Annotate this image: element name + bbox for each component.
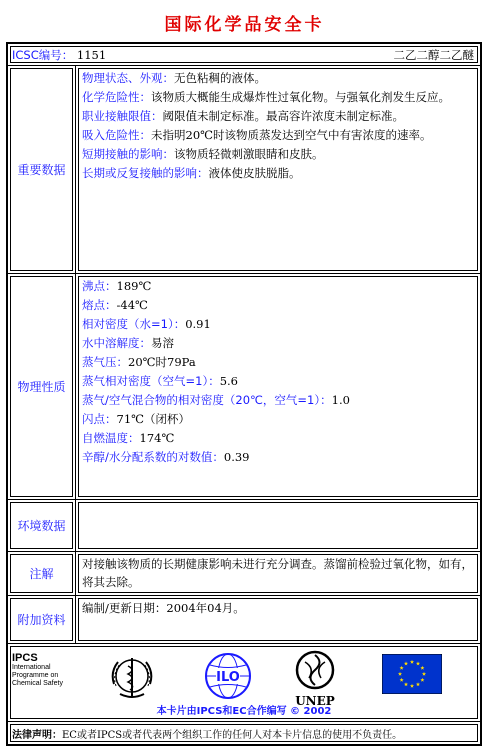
physical-item — [82, 315, 474, 334]
physical-item — [82, 372, 474, 391]
notes-label: 注解 — [29, 567, 54, 581]
ipcs-title: IPCS — [12, 652, 38, 664]
important-data-label-cell — [8, 66, 76, 273]
chemical-name: 二乙二醇二乙醚 — [393, 48, 474, 62]
physical-properties-label-cell — [8, 274, 76, 499]
ipcs-subtitle-3: Chemical Safety — [12, 680, 63, 687]
unep-label: UNEP — [295, 694, 335, 708]
icsc-header-row — [8, 44, 480, 66]
physical-item-value: -44℃ — [116, 298, 148, 312]
important-data-row — [8, 66, 480, 274]
physical-item — [82, 429, 474, 448]
physical-item-value: 71℃（闭杯） — [116, 412, 190, 426]
important-item-key: 长期或反复接触的影响： — [82, 166, 209, 180]
additional-info-row — [8, 596, 480, 644]
legal-disclaimer — [12, 726, 402, 741]
physical-item-value: 189℃ — [116, 279, 152, 293]
physical-properties-content — [76, 274, 480, 499]
additional-info-content — [76, 596, 480, 643]
environment-data-label: 环境数据 — [17, 519, 66, 533]
who-emblem-icon — [106, 650, 158, 702]
physical-item — [82, 277, 474, 296]
notes-label-cell — [8, 552, 76, 595]
physical-item-value: 174℃ — [139, 431, 175, 445]
important-item-value: 液体使皮肤脱脂。 — [208, 166, 301, 180]
physical-item-key: 熔点： — [82, 298, 117, 312]
important-data-label: 重要数据 — [17, 163, 66, 177]
notes-row — [8, 552, 480, 596]
physical-item-value: 1.0 — [331, 393, 350, 407]
important-item — [82, 69, 474, 88]
important-item — [82, 88, 474, 107]
ipcs-subtitle-2: Programme on — [12, 672, 59, 679]
physical-item-key: 闪点： — [82, 412, 117, 426]
physical-item — [82, 448, 474, 467]
important-item — [82, 145, 474, 164]
important-item-value: 无色粘稠的液体。 — [174, 71, 266, 85]
legal-disclaimer-row — [8, 722, 480, 744]
physical-properties-row — [8, 274, 480, 500]
notes-text: 对接触该物质的长期健康影响未进行充分调查。蒸馏前检验过氧化物，如有，将其去除。 — [82, 557, 473, 589]
important-item — [82, 107, 474, 126]
environment-data-row — [8, 500, 480, 552]
physical-item-value: 20℃时79Pa — [128, 355, 196, 369]
physical-item — [82, 353, 474, 372]
icsc-number-value: 1151 — [76, 48, 107, 62]
ilo-label: ILO — [216, 670, 240, 685]
ilo-emblem-icon — [202, 650, 254, 702]
important-item-key: 物理状态、外观： — [82, 71, 174, 85]
important-item-value: 该物质大概能生成爆炸性过氧化物。与强氧化剂发生反应。 — [151, 90, 450, 104]
important-item — [82, 126, 474, 145]
ipcs-subtitle-1: International — [12, 664, 51, 671]
physical-item-key: 蒸气相对密度（空气=1）： — [82, 374, 220, 388]
physical-item-key: 自燃温度： — [82, 431, 140, 445]
important-item-key: 吸入危险性： — [82, 128, 151, 142]
unep-emblem-icon — [291, 648, 339, 708]
physical-item-key: 沸点： — [82, 279, 117, 293]
physical-item-key: 相对密度（水=1）： — [82, 317, 186, 331]
physical-properties-label: 物理性质 — [17, 380, 66, 394]
important-item-key: 短期接触的影响： — [82, 147, 174, 161]
additional-info-label-cell — [8, 596, 76, 643]
physical-item-value: 0.39 — [223, 450, 250, 464]
additional-info-label: 附加资料 — [17, 613, 66, 627]
important-item-value: 该物质轻微刺激眼睛和皮肤。 — [174, 147, 324, 161]
notes-content — [76, 552, 480, 595]
physical-item — [82, 410, 474, 429]
physical-item-value: 易溶 — [151, 336, 174, 350]
important-item-key: 化学危险性： — [82, 90, 151, 104]
page-title: 国际化学品安全卡 — [164, 15, 325, 35]
physical-item-value: 0.91 — [185, 317, 211, 331]
credit-text: 本卡片由IPCS和EC合作编写 © 2002 — [156, 706, 332, 717]
important-item-key: 职业接触限值： — [82, 109, 163, 123]
physical-item — [82, 296, 474, 315]
logos-row — [8, 644, 480, 722]
eu-flag-icon — [382, 654, 442, 694]
legal-disclaimer-text: EC或者IPCS或者代表两个组织工作的任何人对本卡片信息的使用不负责任。 — [62, 730, 403, 741]
legal-disclaimer-label: 法律声明： — [12, 730, 62, 741]
icsc-number-field — [12, 47, 106, 63]
physical-item — [82, 391, 474, 410]
physical-item — [82, 334, 474, 353]
important-data-content — [76, 66, 480, 273]
icsc-number-label: ICSC编号： — [12, 48, 74, 62]
physical-item-key: 水中溶解度： — [82, 336, 151, 350]
environment-data-text — [80, 502, 476, 504]
environment-data-label-cell — [8, 500, 76, 551]
important-item-value: 未指明20℃时该物质蒸发达到空气中有害浓度的速率。 — [151, 128, 432, 142]
physical-item-key: 蒸气压： — [82, 355, 128, 369]
important-item — [82, 164, 474, 183]
physical-item-key: 辛醇/水分配系数的对数值： — [82, 450, 224, 464]
physical-item-value: 5.6 — [219, 374, 238, 388]
environment-data-content — [76, 500, 480, 551]
additional-info-text: 编制/更新日期：2004年04月。 — [82, 601, 245, 615]
ipcs-logo — [12, 652, 63, 688]
important-item-value: 阈限值未制定标准。最高容许浓度未制定标准。 — [162, 109, 404, 123]
chemical-safety-card — [6, 42, 482, 746]
physical-item-key: 蒸气/空气混合物的相对密度（20℃，空气=1）： — [82, 393, 332, 407]
